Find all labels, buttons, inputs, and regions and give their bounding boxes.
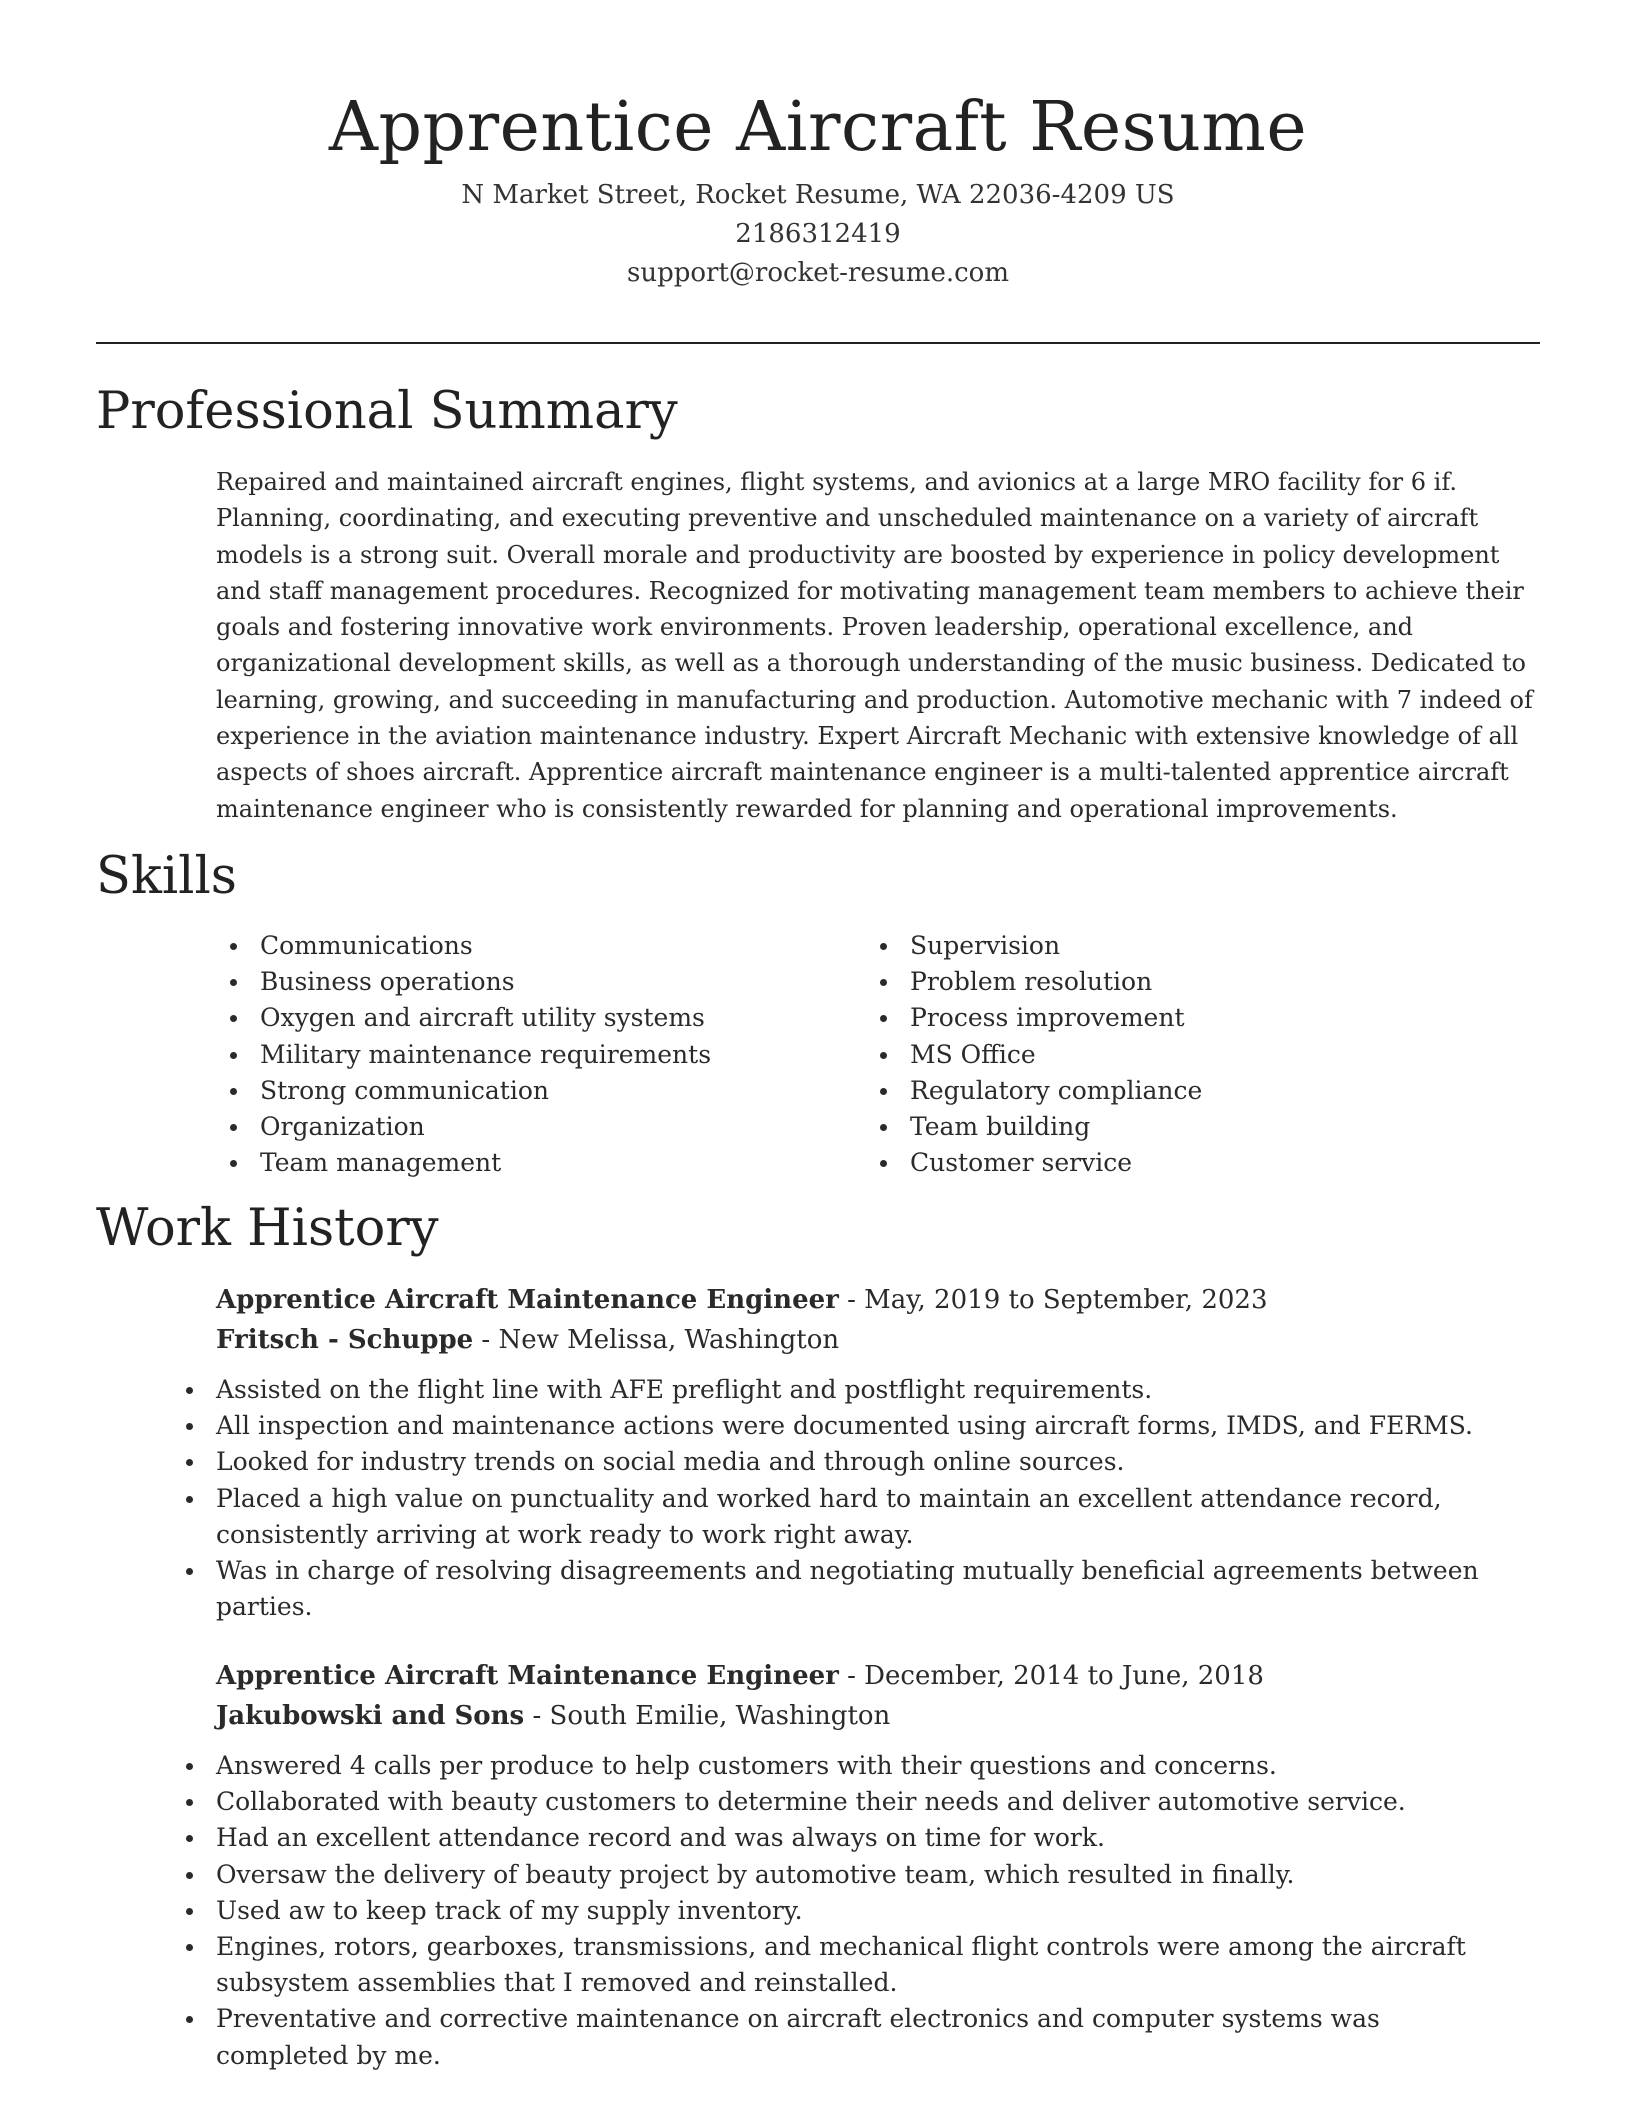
resume-header bbox=[96, 80, 1540, 293]
summary-text: Repaired and maintained aircraft engines, flight systems, and avionics at a large MRO facility for 6 if. Planning, coordinating, and executing preventive and unscheduled maintenance on a variety of aircraft models is a strong suit. Overall morale and productivity are boosted by experience in policy development and staff management procedures. Recognized for motivating management team members to achieve their goals and fostering innovative work environments. Proven leadership, operational excellence, and organizational development skills, as well as a thorough understanding of the music business. Dedicated to learning, growing, and succeeding in manufacturing and production. Automotive mechanic with 7 indeed of experience in the aviation maintenance industry. Expert Aircraft Mechanic with extensive knowledge of all aspects of shoes aircraft. Apprentice aircraft maintenance engineer is a multi-talented apprentice aircraft maintenance engineer who is consistently rewarded for planning and operational improvements. bbox=[216, 468, 1533, 823]
skill-item: Problem resolution bbox=[866, 964, 1466, 1000]
job-entry bbox=[216, 1656, 1546, 2074]
skill-item: Team management bbox=[216, 1145, 816, 1181]
skill-item: Military maintenance requirements bbox=[216, 1037, 816, 1073]
job-bullet: Preventative and corrective maintenance on aircraft electronics and computer systems was completed by me. bbox=[172, 2001, 1502, 2073]
job-title-line bbox=[216, 1656, 1546, 1696]
job-bullet: Had an excellent attendance record and was always on time for work. bbox=[172, 1820, 1502, 1856]
job-dates: - May, 2019 to September, 2023 bbox=[838, 1285, 1268, 1315]
skills-list-left bbox=[216, 928, 816, 1181]
work-history-heading: Work History bbox=[96, 1199, 439, 1258]
skill-item: Customer service bbox=[866, 1145, 1466, 1181]
job-bullet: Assisted on the flight line with AFE preflight and postflight requirements. bbox=[172, 1372, 1502, 1408]
job-location: - South Emilie, Washington bbox=[524, 1701, 891, 1731]
skills-list-right bbox=[866, 928, 1466, 1181]
contact-phone: 2186312419 bbox=[735, 219, 901, 249]
job-bullet: Answered 4 calls per produce to help customers with their questions and concerns. bbox=[172, 1748, 1502, 1784]
job-bullet: Looked for industry trends on social media and through online sources. bbox=[172, 1444, 1502, 1480]
job-bullet: Was in charge of resolving disagreements and negotiating mutually beneficial agreements between parties. bbox=[172, 1553, 1502, 1625]
skill-item: Business operations bbox=[216, 964, 816, 1000]
job-title: Apprentice Aircraft Maintenance Engineer bbox=[216, 1285, 839, 1315]
job-company-line bbox=[216, 1696, 1546, 1736]
skill-item: Supervision bbox=[866, 928, 1466, 964]
job-bullets bbox=[172, 1372, 1502, 1625]
header-divider bbox=[96, 342, 1540, 344]
job-bullet: All inspection and maintenance actions were documented using aircraft forms, IMDS, and FERMS. bbox=[172, 1408, 1502, 1444]
job-company: Jakubowski and Sons bbox=[216, 1701, 525, 1731]
contact-email: support@rocket-resume.com bbox=[626, 258, 1009, 288]
job-bullet: Oversaw the delivery of beauty project by automotive team, which resulted in finally. bbox=[172, 1857, 1502, 1893]
job-dates: - December, 2014 to June, 2018 bbox=[838, 1661, 1264, 1691]
job-company-line bbox=[216, 1320, 1546, 1360]
job-bullet: Collaborated with beauty customers to determine their needs and deliver automotive service. bbox=[172, 1784, 1502, 1820]
job-bullet: Used aw to keep track of my supply inventory. bbox=[172, 1893, 1502, 1929]
skill-item: Strong communication bbox=[216, 1073, 816, 1109]
skill-item: Communications bbox=[216, 928, 816, 964]
contact-address: N Market Street, Rocket Resume, WA 22036-4209 US bbox=[461, 180, 1175, 210]
job-company: Fritsch - Schuppe bbox=[216, 1325, 474, 1355]
job-bullets bbox=[172, 1748, 1502, 2074]
job-bullet: Placed a high value on punctuality and worked hard to maintain an excellent attendance record, consistently arriving at work ready to work right away. bbox=[172, 1481, 1502, 1553]
resume-title: Apprentice Aircraft Resume bbox=[328, 88, 1308, 167]
job-title: Apprentice Aircraft Maintenance Engineer bbox=[216, 1661, 839, 1691]
skill-item: Oxygen and aircraft utility systems bbox=[216, 1000, 816, 1036]
skill-item: Regulatory compliance bbox=[866, 1073, 1466, 1109]
skill-item: Organization bbox=[216, 1109, 816, 1145]
job-title-line bbox=[216, 1280, 1546, 1320]
skills-heading: Skills bbox=[96, 847, 237, 906]
job-bullet: Engines, rotors, gearboxes, transmissions, and mechanical flight controls were among the aircraft subsystem assemblies that I removed and reinstalled. bbox=[172, 1929, 1502, 2001]
job-location: - New Melissa, Washington bbox=[473, 1325, 840, 1355]
skill-item: Process improvement bbox=[866, 1000, 1466, 1036]
skill-item: Team building bbox=[866, 1109, 1466, 1145]
skill-item: MS Office bbox=[866, 1037, 1466, 1073]
job-entry bbox=[216, 1280, 1546, 1625]
summary-heading: Professional Summary bbox=[96, 382, 678, 441]
